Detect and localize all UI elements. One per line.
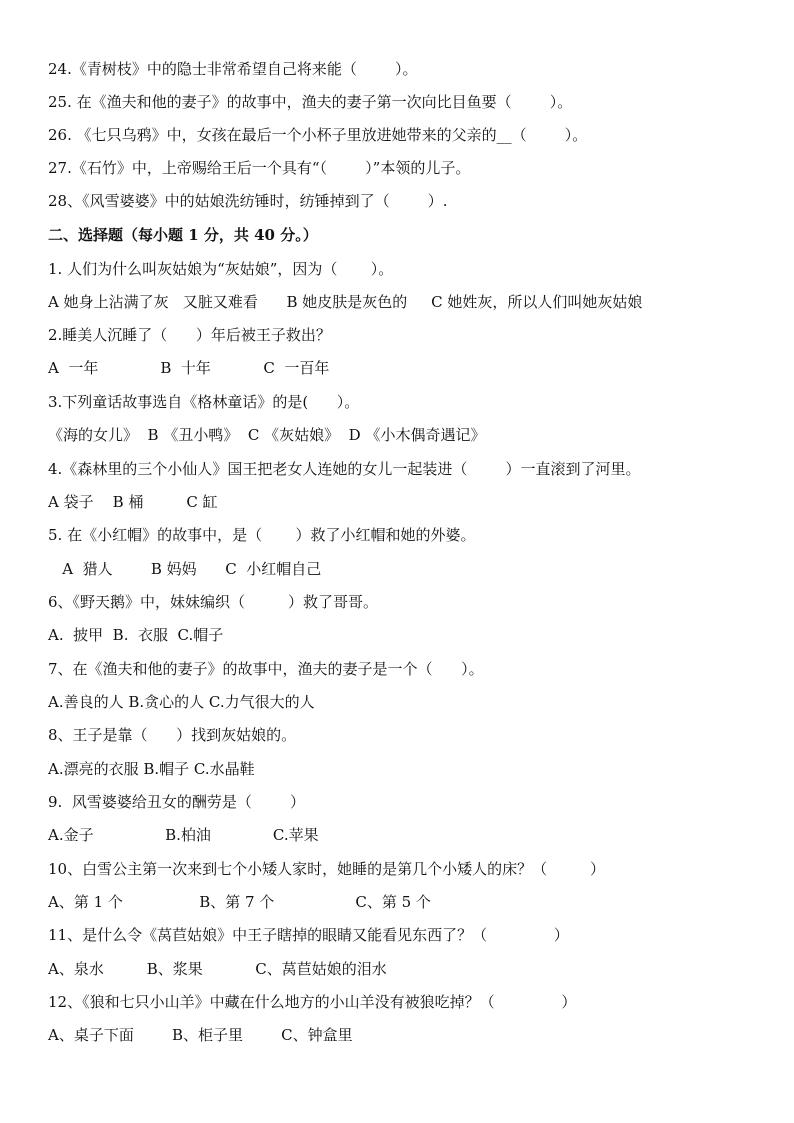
choice-question-1: 1. 人们为什么叫灰姑娘为“灰姑娘”，因为（ ）。 <box>48 260 394 278</box>
fill-question-27: 27.《石竹》中，上帝赐给王后一个具有“（ ）”本领的儿子。 <box>48 159 471 177</box>
fill-question-24: 24.《青树枝》中的隐士非常希望自己将来能（ ）。 <box>48 60 418 78</box>
section-title: 二、选择题（每小题 1 分，共 40 分。） <box>48 226 318 244</box>
choice-question-7: 7、在《渔夫和他的妻子》的故事中，渔夫的妻子是一个（ ）。 <box>48 660 484 678</box>
choice-question-4: 4.《森林里的三个小仙人》国王把老女人连她的女儿一起装进（ ）一直滚到了河里。 <box>48 460 641 478</box>
choice-options-1: A 她身上沾满了灰 又脏又难看 B 她皮肤是灰色的 C 她姓灰，所以人们叫她灰姑娘 <box>48 293 643 311</box>
choice-question-5: 5. 在《小红帽》的故事中，是（ ）救了小红帽和她的外婆。 <box>48 526 476 544</box>
choice-question-6: 6、《野天鹅》中，妹妹编织（ ）救了哥哥。 <box>48 593 378 611</box>
fill-question-28: 28、《风雪婆婆》中的姑娘洗纺锤时，纺锤掉到了（ ）. <box>48 192 448 210</box>
choice-options-4: A 袋子 B 桶 C 缸 <box>48 493 218 511</box>
choice-question-12: 12、《狼和七只小山羊》中藏在什么地方的小山羊没有被狼吃掉？（ ） <box>48 993 577 1011</box>
fill-question-26: 26. 《七只乌鸦》中，女孩在最后一个小杯子里放进她带来的父亲的__（ ）。 <box>48 126 588 144</box>
choice-options-3: 《海的女儿》 B 《丑小鸭》 C 《灰姑娘》 D 《小木偶奇遇记》 <box>48 426 486 444</box>
choice-options-7: A.善良的人 B.贪心的人 C.力气很大的人 <box>48 693 315 711</box>
choice-options-11: A、泉水 B、浆果 C、莴苣姑娘的泪水 <box>48 960 387 978</box>
fill-question-25: 25. 在《渔夫和他的妻子》的故事中，渔夫的妻子第一次向比目鱼要（ ）。 <box>48 93 573 111</box>
choice-options-9: A.金子 B.柏油 C.苹果 <box>48 826 319 844</box>
choice-question-2: 2.睡美人沉睡了（ ）年后被王子救出？ <box>48 326 331 344</box>
choice-options-8: A.漂亮的衣服 B.帽子 C.水晶鞋 <box>48 760 255 778</box>
choice-question-8: 8、王子是靠（ ）找到灰姑娘的。 <box>48 726 297 744</box>
choice-options-2: A 一年 B 十年 C 一百年 <box>48 359 330 377</box>
choice-options-6: A. 披甲 B. 衣服 C.帽子 <box>48 626 224 644</box>
choice-question-9: 9. 风雪婆婆给丑女的酬劳是（ ） <box>48 793 305 811</box>
choice-question-11: 11、是什么令《莴苣姑娘》中王子瞎掉的眼睛又能看见东西了？（ ） <box>48 926 569 944</box>
choice-options-5: A 猎人 B 妈妈 C 小红帽自己 <box>48 560 322 578</box>
choice-options-10: A、第 1 个 B、第 7 个 C、第 5 个 <box>48 893 431 911</box>
choice-question-3: 3.下列童话故事选自《格林童话》的是( ）。 <box>48 393 360 411</box>
choice-question-10: 10、白雪公主第一次来到七个小矮人家时，她睡的是第几个小矮人的床？（ ） <box>48 860 606 878</box>
choice-options-12: A、桌子下面 B、柜子里 C、钟盒里 <box>48 1026 353 1044</box>
